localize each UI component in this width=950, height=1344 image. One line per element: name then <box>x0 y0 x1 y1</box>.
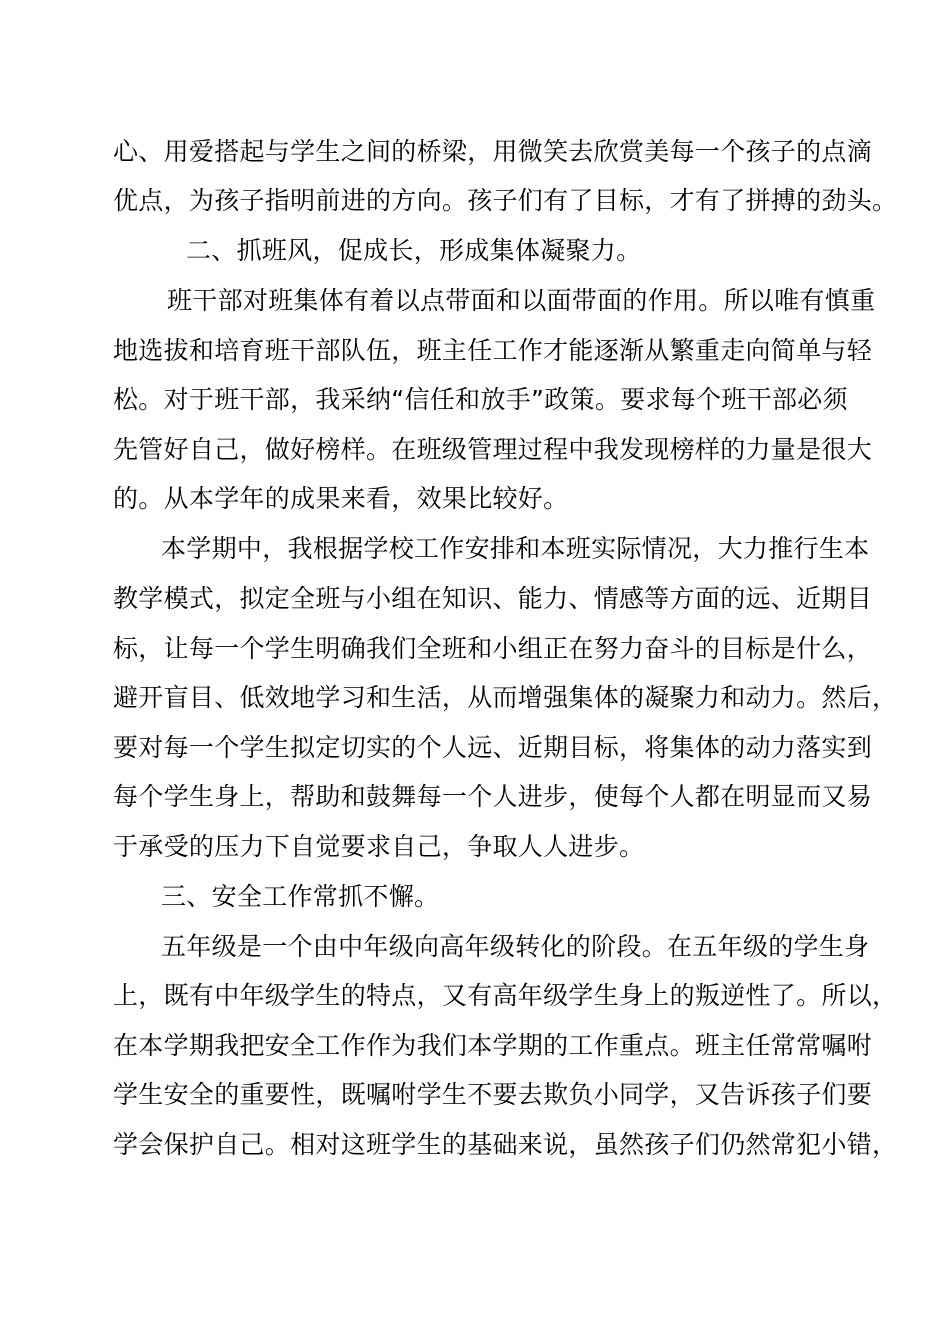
paragraph-first-line: 五年级是一个由中年级向高年级转化的阶段。在五年级的学生身 <box>161 932 870 961</box>
text-line: 地选拔和培育班干部队伍，班主任工作才能逐渐从繁重走向简单与轻 <box>113 336 873 365</box>
text-line: 教学模式，拟定全班与小组在知识、能力、情感等方面的远、近期目 <box>113 584 873 613</box>
section-heading: 三、安全工作常抓不懈。 <box>161 882 440 911</box>
text-line: 先管好自己，做好榜样。在班级管理过程中我发现榜样的力量是很大 <box>113 435 873 464</box>
text-line: 心、用爱搭起与学生之间的桥梁，用微笑去欣赏美每一个孩子的点滴 <box>113 137 873 166</box>
text-line: 于承受的压力下自觉要求自己，争取人人进步。 <box>113 832 645 861</box>
text-line: 标，让每一个学生明确我们全班和小组正在努力奋斗的目标是什么， <box>113 634 873 663</box>
text-line: 的。从本学年的成果来看，效果比较好。 <box>113 484 569 513</box>
text-line: 避开盲目、低效地学习和生活，从而增强集体的凝聚力和动力。然后， <box>113 683 898 712</box>
text-line: 优点，为孩子指明前进的方向。孩子们有了目标，才有了拼搏的劲头。 <box>113 186 898 215</box>
text-line: 要对每一个学生拟定切实的个人远、近期目标，将集体的动力落实到 <box>113 733 873 762</box>
text-line: 学会保护自己。相对这班学生的基础来说，虽然孩子们仍然常犯小错， <box>113 1130 898 1159</box>
text-line: 学生安全的重要性，既嘱咐学生不要去欺负小同学，又告诉孩子们要 <box>113 1080 873 1109</box>
text-line: 每个学生身上，帮助和鼓舞每一个人进步，使每个人都在明显而又易 <box>113 782 873 811</box>
text-line: 在本学期我把安全工作作为我们本学期的工作重点。班主任常常嘱咐 <box>113 1031 873 1060</box>
paragraph-first-line: 本学期中，我根据学校工作安排和本班实际情况，大力推行生本 <box>161 534 870 563</box>
text-line: 上，既有中年级学生的特点，又有高年级学生身上的叛逆性了。所以， <box>113 981 898 1010</box>
section-heading: 二、抓班风，促成长，形成集体凝聚力。 <box>186 236 642 265</box>
paragraph-first-line: 班干部对班集体有着以点带面和以面带面的作用。所以唯有慎重 <box>167 286 876 315</box>
text-line: 松。对于班干部，我采纳“信任和放手”政策。要求每个班干部必须 <box>113 385 848 414</box>
